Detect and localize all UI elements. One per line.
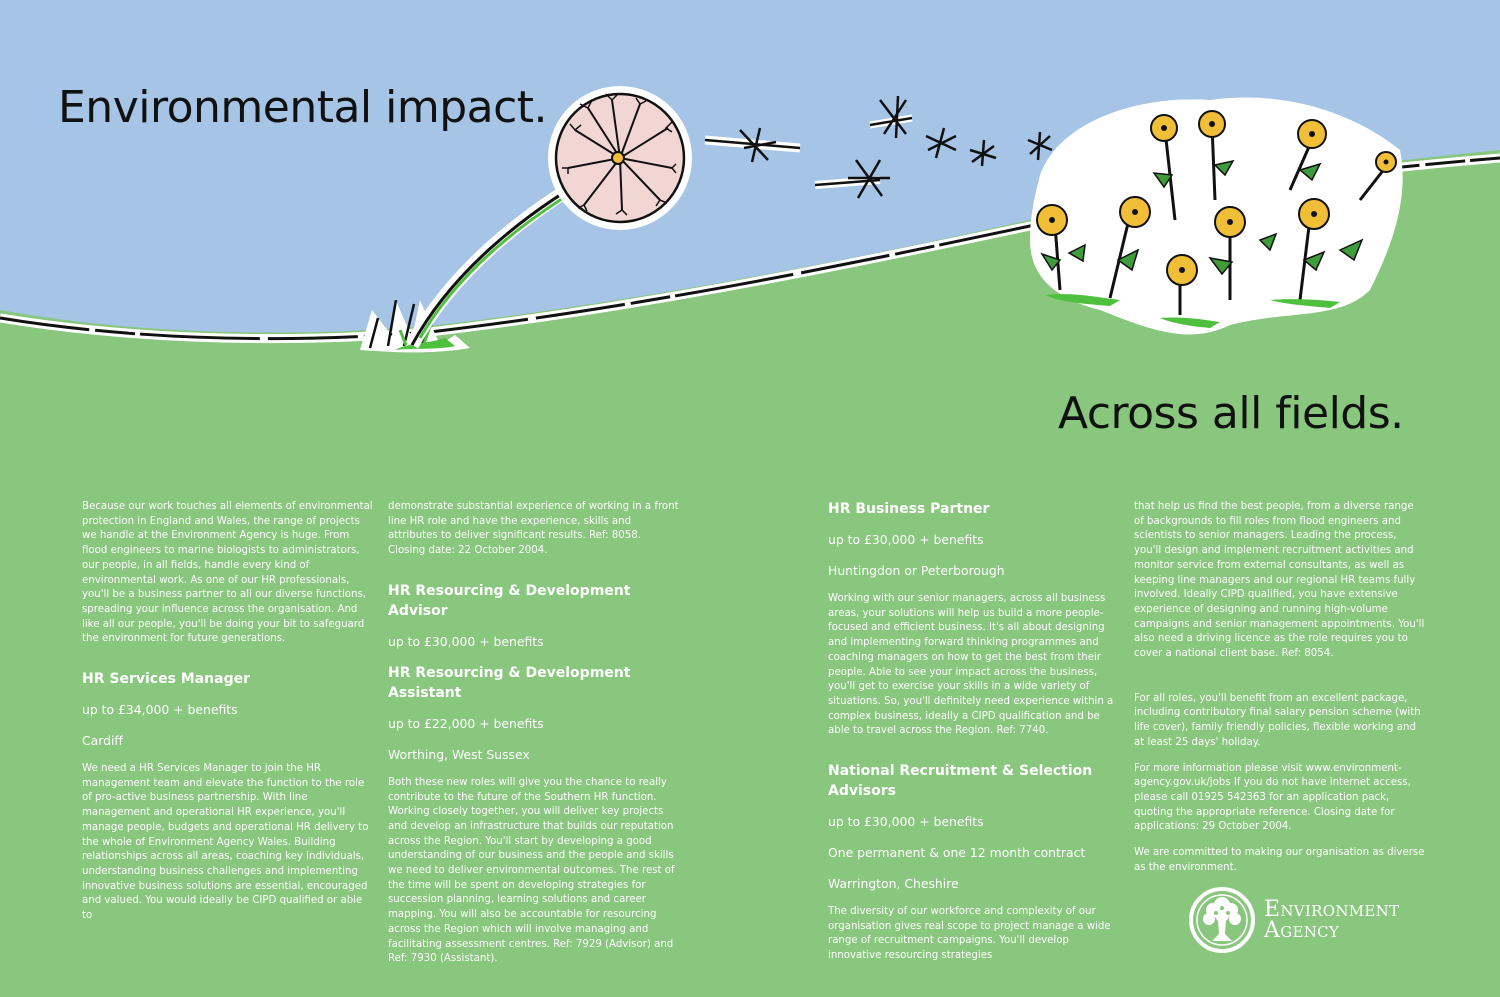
job-location: Cardiff: [82, 733, 123, 749]
tree-in-circle-icon: [1188, 886, 1256, 954]
job-hr-business-partner: [828, 499, 1120, 739]
column-1: [82, 500, 374, 924]
job-location: Warrington, Cheshire: [828, 876, 959, 892]
job-salary: up to £30,000 + benefits: [828, 814, 984, 830]
job-salary: up to £30,000 + benefits: [828, 532, 984, 547]
job-contract: One permanent & one 12 month contract: [828, 845, 1086, 861]
logo-line-2: Agency: [1264, 918, 1340, 943]
job-salary: up to £34,000 + benefits: [82, 702, 238, 718]
flower-patch: [1030, 97, 1403, 334]
job-title-assistant: HR Resourcing & Development Assistant: [388, 664, 631, 701]
job-description: We need a HR Services Manager to join the HR management team and elevate the function to the role of pro-active business partnership. With line management and operational HR experience, you'll manage people, budgets and operational HR delivery to the whole of Environment Agency Wales. Building relationships across all areas, coaching key individuals, understanding business challenges and implementing innovative business solutions are essential, encouraged and valued. You would ideally be CIPD qualified or able to: [82, 763, 369, 922]
job-description: Both these new roles will give you the chance to really contribute to the future of the Southern HR function. Working closely together, you will deliver key projects and develop an infrastructure that builds our reputation across the Region. You'll start by developing a good understanding of our business and the people and skills we need to deliver environmental outcomes. The rest of the time will be spent on developing strategies for succession planning, learning solutions and career mapping. You will also be accountable for resourcing across the Region which will involve managing and facilitating assessment centres. Ref: 7929 (Advisor) and Ref: 7930 (Assistant).: [388, 776, 675, 965]
intro-text: Because our work touches all elements of environmental protection in England and Wales, the range of projects we handle at the Environment Agency is huge. From flood engineers to marine biologists to administrators, our people, in all fields, handle every kind of environmental work. As one of our HR professionals, you'll be a business partner to all our diverse functions, spreading your influence across the organisation. And like all our people, you'll be doing your bit to safeguard the environment for future generations.: [82, 501, 373, 645]
benefits-text: For all roles, you'll benefit from an excellent package, including contributory final salary pension scheme (with life cover), family friendly policies, flexible working and at least 25 days' holiday.: [1134, 692, 1421, 748]
job-title-advisor: HR Resourcing & Development Advisor: [388, 582, 631, 619]
job-description-continued: demonstrate substantial experience of working in a front line HR role and have the experience, skills and attributes to deliver significant results. Ref: 8058. Closing date: 22 October 2004.: [388, 501, 679, 557]
headline-top: Environmental impact.: [58, 82, 548, 133]
job-description: The diversity of our workforce and complexity of our organisation gives real scope to project manage a wide range of recruitment campaigns. You'll develop innovative resourcing strategies: [828, 906, 1111, 962]
job-salary-assistant: up to £22,000 + benefits: [388, 715, 544, 731]
more-info-text: For more information please visit www.environment-agency.gov.uk/jobs If you do not have internet access, please call 01925 542363 for an application pack, quoting the appropriate reference. Closing date for applications: 29 October 2004.: [1134, 762, 1411, 833]
environment-agency-logo: [1188, 886, 1428, 954]
column-2: [388, 500, 680, 967]
job-title: National Recruitment & Selection Advisors: [828, 763, 1093, 800]
job-location: Worthing, West Sussex: [388, 746, 530, 762]
logo-line-1: Environment: [1264, 897, 1400, 922]
job-salary-advisor: up to £30,000 + benefits: [388, 633, 544, 649]
dandelion-clock: [548, 86, 692, 230]
job-national-recruitment: [828, 761, 1120, 964]
headline-bottom: Across all fields.: [1058, 388, 1404, 439]
job-description-continued: that help us find the best people, from a diverse range of backgrounds to fill roles from flood engineers and scientists to senior managers. Leading the process, you'll design and implement recruitment activities and monitor service from external consultants, as well as keeping line managers and our regional HR teams fully involved. Ideally CIPD qualified, you have extensive experience of designing and running high-volume campaigns and senior management appointments. You'll also need a driving licence as the role requires you to cover a national client base. Ref: 8054.: [1134, 501, 1425, 660]
column-4: [1134, 500, 1426, 886]
job-location: Huntingdon or Peterborough: [828, 563, 1005, 578]
job-description: Working with our senior managers, across all business areas, your solutions will help us build a more people-focused and efficient business. It's all about designing and implementing forward thinking programmes and coaching managers on how to get the best from their people. Able to see your impact across the business, you'll get to exercise your skills in a wide variety of situations. So, you'll definitely need experience within a complex business, ideally a CIPD qualification and be able to travel across the Region. Ref: 7740.: [828, 593, 1114, 737]
logo-wordmark: [1264, 899, 1399, 941]
job-hr-services-manager: [82, 669, 374, 924]
illustration: [0, 0, 1500, 380]
job-title: HR Services Manager: [82, 671, 250, 688]
job-title: HR Business Partner: [828, 501, 990, 517]
job-hr-resourcing: [388, 581, 680, 967]
commitment-text: We are committed to making our organisation as diverse as the environment.: [1134, 847, 1425, 873]
column-3: [828, 499, 1120, 964]
